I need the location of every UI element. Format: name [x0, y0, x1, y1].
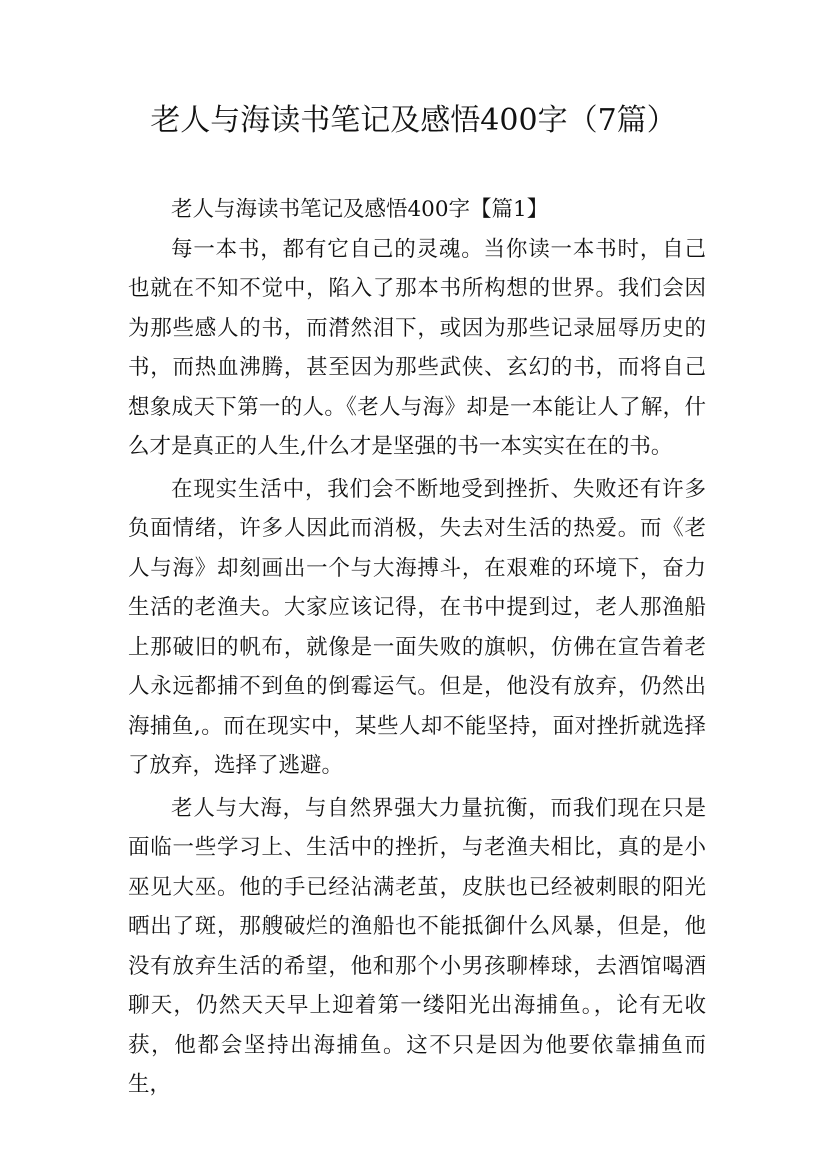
paragraph-2: 在现实生活中，我们会不断地受到挫折、失败还有许多负面情绪，许多人因此而消极，失去对生活的热爱。而《老人与海》却刻画出一个与大海搏斗，在艰难的环境下，奋力生活的老渔夫。大家应该记得，在书中提到过，老人那渔船上那破旧的帆布，就像是一面失败的旗帜，仿佛在宣告着老人永远都捕不到鱼的倒霉运气。但是，他没有放弃，仍然出海捕鱼,。而在现实中，某些人却不能坚持，面对挫折就选择了放弃，选择了逃避。 — [128, 476, 706, 778]
section-heading: 老人与海读书笔记及感悟400字【篇1】 — [171, 197, 549, 222]
paragraph-1: 每一本书，都有它自己的灵魂。当你读一本书时，自己也就在不知不觉中，陷入了那本书所构想的世界。我们会因为那些感人的书，而潸然泪下，或因为那些记录屈辱历史的书，而热血沸腾，甚至因为那些武侠、玄幻的书，而将自己想象成天下第一的人。《老人与海》却是一本能让人了解，什么才是真正的人生,什么才是坚强的书一本实实在在的书。 — [128, 236, 706, 459]
document-title: 老人与海读书笔记及感悟400字（7篇） — [150, 103, 677, 138]
paragraph-3: 老人与大海，与自然界强大力量抗衡，而我们现在只是面临一些学习上、生活中的挫折，与老渔夫相比，真的是小巫见大巫。他的手已经沾满老茧，皮肤也已经被刺眼的阳光晒出了斑，那艘破烂的渔船也不能抵御什么风暴，但是，他没有放弃生活的希望，他和那个小男孩聊棒球，去酒馆喝酒聊天，仍然天天早上迎着第一缕阳光出海捕鱼。，论有无收获，他都会坚持出海捕鱼。这不只是因为他要依靠捕鱼而生， — [128, 795, 706, 1097]
document-body — [128, 190, 706, 1105]
